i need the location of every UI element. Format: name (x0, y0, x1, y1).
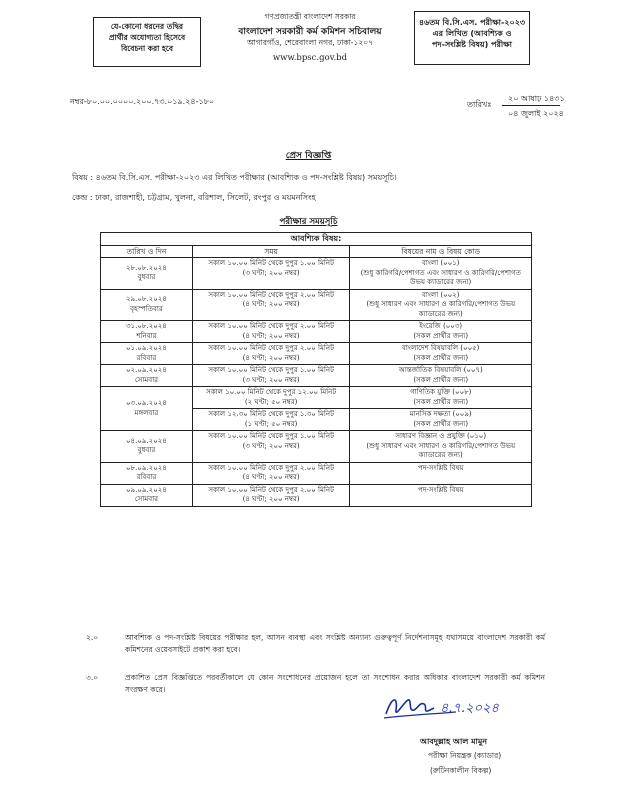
date-label: তারিখঃ (467, 100, 492, 109)
centers-line: কেন্দ্র : ঢাকা, রাজশাহী, চট্টগ্রাম, খুলনা, বরিশাল, সিলেট, রংপুর ও ময়মনসিংহ (72, 193, 316, 202)
exam-duration-marks: (৪ ঘণ্টা; ২০০ নম্বর) (242, 495, 300, 503)
exam-time: সকাল ১০.০০ মিনিট থেকে দুপুর ২.০০ মিনিট (208, 344, 334, 352)
subject-name: মানসিক দক্ষতা (০০৯) (409, 410, 472, 418)
date-cell (101, 387, 193, 431)
exam-day: সোমবার (134, 375, 158, 384)
exam-day: সোমবার (134, 495, 158, 503)
subject-cell (350, 409, 532, 431)
office-title: বাংলাদেশ সরকারী কর্ম কমিশন সচিবালয় (238, 27, 382, 37)
date-english: ০৪ জুলাই ২০২৪ (508, 109, 564, 118)
exam-time: সকাল ১০.০০ মিনিট থেকে দুপুর ২.০০ মিনিট (208, 485, 334, 494)
exam-duration-marks: (৪ ঘণ্টা; ২০০ নম্বর) (242, 331, 300, 340)
schedule-table (100, 232, 532, 507)
section-header: আবশ্যিক বিষয়: (101, 233, 532, 246)
exam-date: ০৩.০৯.২০২৪ (126, 399, 167, 407)
exam-date: ০৯.০৯.২০২৪ (126, 485, 167, 494)
exam-duration-marks: (১ ঘণ্টা; ৫০ নম্বর) (244, 419, 298, 428)
integrity-note-box: যে-কোনো ধরনের তদ্বির প্রার্থীর অযোগ্যতা হিসেবে বিবেচনা করা হবে (93, 17, 201, 67)
exam-day: রবিবার (136, 473, 157, 481)
exam-time: সকাল ১০.০০ মিনিট থেকে দুপুর ১.০০ মিনিট (208, 366, 334, 374)
table-row (101, 343, 532, 365)
note-number: ৩.০ (86, 673, 99, 682)
subject-note: (সকল প্রার্থীর জন্য) (413, 397, 469, 406)
time-cell (192, 387, 350, 409)
exam-time: সকাল ১০.০০ মিনিট থেকে দুপুর ১.০০ মিনিট (208, 259, 334, 267)
exam-date: ০৮.০৯.২০২৪ (126, 463, 167, 472)
exam-name-box: ৪৬তম বি.সি.এস. পরীক্ষা-২০২৩ এর লিখিত (আবশ্যিক ও পদ-সংশ্লিষ্ট বিষয়) পরীক্ষা (414, 11, 530, 65)
subject-name: বাংলাদেশ বিষয়াবলি (০০৫) (402, 344, 480, 352)
exam-duration-marks: (৩ ঘণ্টা; ২০০ নম্বর) (242, 441, 300, 450)
time-cell (192, 431, 350, 463)
exam-day: রবিবার (136, 353, 157, 362)
exam-duration-marks: (৪ ঘণ্টা; ২০০ নম্বর) (242, 473, 300, 481)
exam-time: সকাল ১০.০০ মিনিট থেকে দুপুর ২.০০ মিনিট (208, 463, 334, 472)
exam-date: ৩১.০৮.২০২৪ (126, 322, 167, 330)
memo-number: নম্বর-৮০.০০.০০০০.২০০.৭৩.০১৯.২৪-১৮০ (70, 97, 215, 106)
exam-duration-marks: (২ ঘণ্টা; ৫০ নম্বর) (244, 397, 298, 406)
col-subject: বিষয়ের নাম ও বিষয় কোড (350, 245, 532, 258)
govt-title: গণপ্রজাতন্ত্রী বাংলাদেশ সরকার (264, 12, 356, 21)
signature-image (378, 688, 538, 724)
subject-cell (350, 431, 532, 463)
exam-date: ০২.০৯.২০২৪ (126, 366, 167, 374)
time-cell (192, 258, 350, 290)
exam-day: বৃহস্পতিবার (130, 304, 163, 313)
col-time: সময় (192, 245, 350, 258)
signatory-name: আবদুল্লাহ আল মামুন (420, 737, 488, 746)
subject-note: (সকল প্রার্থীর জন্য) (413, 419, 469, 428)
exam-day: শনিবার (136, 331, 157, 340)
subject-cell (350, 343, 532, 365)
table-row (101, 365, 532, 387)
exam-date: ২৮.০৮.২০২৪ (126, 263, 167, 272)
col-date: তারিখ ও দিন (101, 245, 193, 258)
office-address: আগারগাঁও, শেরেবাংলা নগর, ঢাকা-১২০৭ (246, 38, 373, 47)
date-bangla: ২০ আষাঢ় ১৪৩১ (508, 94, 565, 103)
exam-time: সকাল ১০.০০ মিনিট থেকে দুপুর ২.০০ মিনিট (208, 290, 334, 299)
date-cell (101, 484, 193, 506)
subject-name: পদ-সংশ্লিষ্ট বিষয় (417, 463, 464, 472)
time-cell (192, 321, 350, 343)
time-cell (192, 409, 350, 431)
exam-day: বুধবার (137, 273, 156, 282)
schedule-title: পরীক্ষার সময়সূচি (279, 217, 338, 227)
exam-time: সকাল ১০.০০ মিনিট থেকে দুপুর ১২.০০ মিনিট (206, 388, 337, 396)
subject-name: ইংরেজি (০০৩) (419, 322, 463, 330)
date-cell (101, 258, 193, 290)
website-link[interactable]: www.bpsc.gov.bd (272, 53, 348, 63)
subject-cell (350, 289, 532, 321)
table-row (101, 387, 532, 409)
exam-date: ০১.০৯.২০২৪ (126, 344, 167, 352)
subject-name: সাধারণ বিজ্ঞান ও প্রযুক্তি (০১০) (395, 432, 487, 440)
exam-day: বুধবার (137, 446, 156, 455)
table-row (101, 484, 532, 506)
subject-cell (350, 462, 532, 484)
table-row (101, 431, 532, 463)
subject-cell (350, 387, 532, 409)
date-cell (101, 321, 193, 343)
date-divider (502, 105, 560, 106)
subject-name: বাংলা (০০২) (421, 290, 460, 299)
date-cell (101, 431, 193, 463)
note-text: আবশ্যিক ও পদ-সংশ্লিষ্ট বিষয়ের পরীক্ষার হল, আসন ব্যবস্থা এবং সংশ্লিষ্ট অন্যান্য গুরুত্বপূর্ণ নির্দেশনাসমূহ যথাসময়ে বাংলাদেশ সরকারী কর্ম কমিশনের ওয়েবসাইটে প্রকাশ করা হবে। (125, 633, 545, 654)
time-cell (192, 343, 350, 365)
subject-note: (সকল প্রার্থীর জন্য) (413, 331, 469, 340)
table-row (101, 321, 532, 343)
time-cell (192, 462, 350, 484)
exam-duration-marks: (৩ ঘণ্টা; ২০০ নম্বর) (242, 268, 300, 277)
subject-name: বাংলা (০০১) (421, 259, 460, 267)
time-cell (192, 365, 350, 387)
date-cell (101, 289, 193, 321)
exam-date: ০৪.০৯.২০২৪ (126, 436, 167, 445)
subject-line: বিষয় : ৪৬তম বি.সি.এস. পরীক্ষা-২০২৩ এর লিখিত পরীক্ষার (আবশ্যিক ও পদ-সংশ্লিষ্ট বিষয়) সময়সূচি। (72, 173, 397, 182)
signatory-status: (রুটিনকালীন বিকল্প) (430, 766, 492, 775)
note-text: প্রকাশিত প্রেস বিজ্ঞপ্তিতে পরবর্তীকালে যে কোন সংশোধনের প্রয়োজন হলে তা সংশোধন করার অধিকার বাংলাদেশ সরকারী কর্ম কমিশন সংরক্ষণ করে। (125, 673, 545, 694)
subject-note: (শুধু সাধারণ এবং সাধারণ ও কারিগরি/পেশাগত উভয় ক্যাডারের জন্য) (366, 300, 516, 318)
subject-cell (350, 365, 532, 387)
table-row (101, 462, 532, 484)
subject-cell (350, 321, 532, 343)
exam-time: সকাল ১২.৩০ মিনিট থেকে দুপুর ১.৩০ মিনিট (208, 410, 334, 418)
press-release-title: প্রেস বিজ্ঞপ্তি (285, 151, 332, 161)
subject-note: (শুধু সাধারণ এবং সাধারণ ও কারিগরি/পেশাগত উভয় ক্যাডারের জন্য) (366, 441, 516, 459)
signature-date: ৪.৭.২০২৪ (440, 701, 499, 716)
exam-time: সকাল ১০.০০ মিনিট থেকে দুপুর ২.০০ মিনিট (208, 322, 334, 330)
subject-note: (শুধু কারিগরি/পেশাগত এবং সাধারণ ও কারিগরি/পেশাগত উভয় ক্যাডারের জন্য) (360, 268, 521, 286)
table-row (101, 289, 532, 321)
subject-name: পদ-সংশ্লিষ্ট বিষয় (417, 485, 464, 494)
subject-name: আন্তর্জাতিক বিষয়াবলি (০০৭) (398, 366, 483, 374)
subject-note: (সকল প্রার্থীর জন্য) (413, 375, 469, 384)
exam-duration-marks: (৩ ঘণ্টা; ২০০ নম্বর) (242, 375, 300, 384)
exam-duration-marks: (৪ ঘণ্টা; ২০০ নম্বর) (242, 300, 300, 308)
subject-cell (350, 258, 532, 290)
date-cell (101, 462, 193, 484)
subject-cell (350, 484, 532, 506)
subject-note: (সকল প্রার্থীর জন্য) (413, 353, 469, 362)
exam-day: মঙ্গলবার (134, 408, 159, 417)
exam-duration-marks: (৪ ঘণ্টা; ২০০ নম্বর) (242, 353, 300, 362)
date-cell (101, 343, 193, 365)
exam-time: সকাল ১০.০০ মিনিট থেকে দুপুর ১.০০ মিনিট (208, 432, 334, 440)
time-cell (192, 289, 350, 321)
time-cell (192, 484, 350, 506)
exam-date: ২৯.০৮.২০২৪ (126, 295, 167, 304)
note-number: ২.০ (86, 633, 99, 642)
date-cell (101, 365, 193, 387)
table-row (101, 258, 532, 290)
subject-name: গাণিতিক যুক্তি (০০৮) (410, 388, 472, 396)
signatory-designation: পরীক্ষা নিয়ন্ত্রক (ক্যাডার) (428, 751, 502, 760)
